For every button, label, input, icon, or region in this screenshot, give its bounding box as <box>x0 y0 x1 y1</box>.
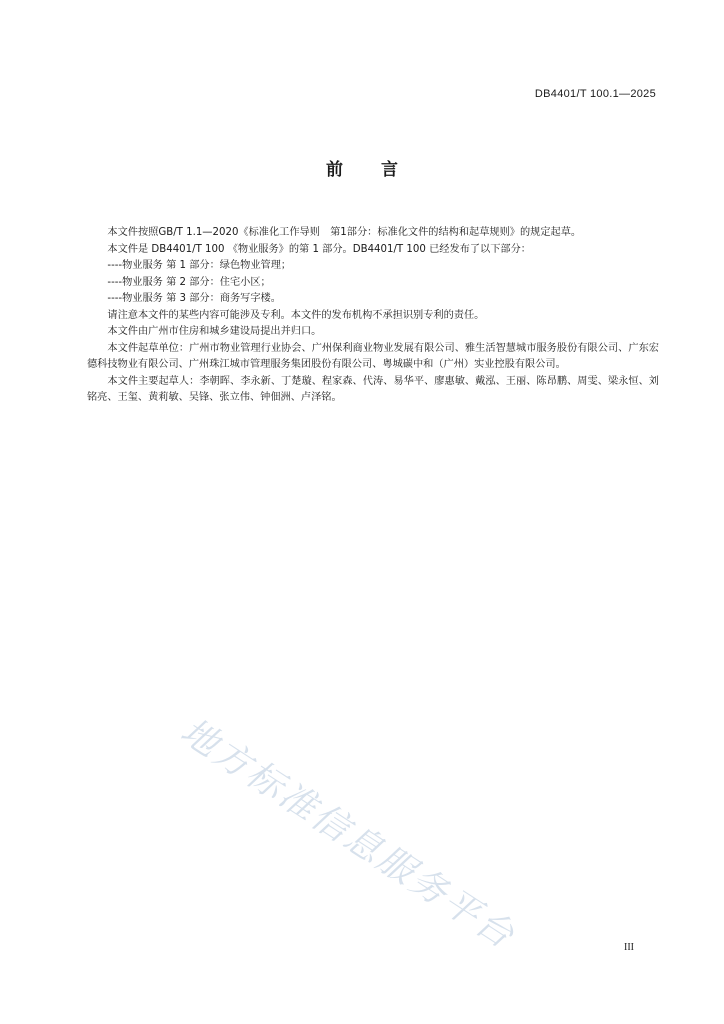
section-title: 前言 <box>326 160 436 180</box>
page-number: III <box>624 942 634 953</box>
foreword-body <box>87 225 659 407</box>
paragraph-drafting-units: 本文件起草单位：广州市物业管理行业协会、广州保利商业物业发展有限公司、雅生活智慧城市服务股份有限公司、广东宏德科技物业有限公司、广州珠江城市管理服务集团股份有限公司、粤城碳中和（广州）实业控股有限公司。 <box>87 342 659 370</box>
list-item: ----物业服务 第 3 部分：商务写字楼。 <box>107 293 281 304</box>
paragraph-drafting-rules: 本文件按照GB/T 1.1—2020《标准化工作导则 第1部分：标准化文件的结构和起草规则》的规定起草。 <box>107 227 582 238</box>
paragraph-series-intro: 本文件是 DB4401/T 100 《物业服务》的第 1 部分。DB4401/T 100 已经发布了以下部分： <box>107 243 531 255</box>
paragraph-drafters: 本文件主要起草人：李朝晖、李永新、丁楚璇、程家森、代涛、易华平、廖惠敏、戴泓、王丽、陈昂鹏、周雯、梁永恒、刘铭亮、王玺、黄莉敏、吴锋、张立伟、钟佃洲、卢泽铭。 <box>87 375 659 403</box>
paragraph-proposer: 本文件由广州市住房和城乡建设局提出并归口。 <box>107 326 322 337</box>
list-item: ----物业服务 第 2 部分：住宅小区； <box>107 276 271 288</box>
watermark: 地方标准信息服务平台 <box>173 710 523 958</box>
document-number: DB4401/T 100.1—2025 <box>534 88 656 100</box>
paragraph-patent-notice: 请注意本文件的某些内容可能涉及专利。本文件的发布机构不承担识别专利的责任。 <box>107 309 485 321</box>
list-item: ----物业服务 第 1 部分：绿色物业管理； <box>107 260 292 271</box>
parts-list <box>87 258 659 308</box>
